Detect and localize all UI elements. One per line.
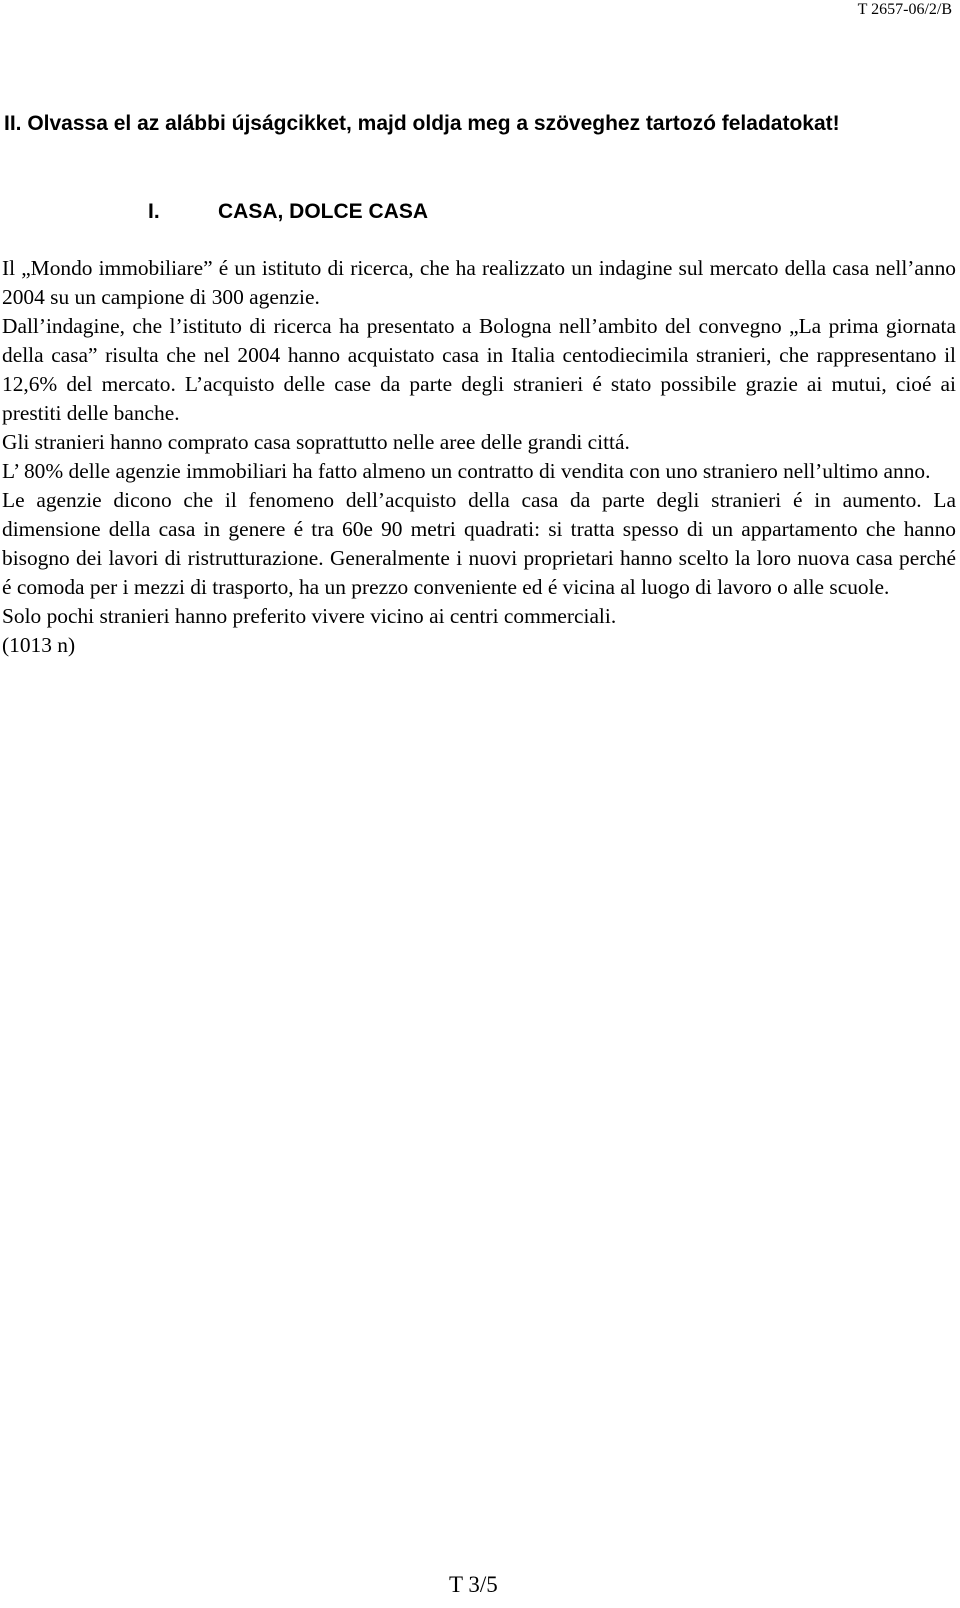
- article-paragraph: L’ 80% delle agenzie immobiliari ha fatto almeno un contratto di vendita con uno straniero nell’ultimo anno.: [2, 459, 931, 483]
- character-count: (1013 n): [2, 633, 76, 657]
- page-number: T 3/5: [449, 1572, 498, 1597]
- article-paragraph: Dall’indagine, che l’istituto di ricerca ha presentato a Bologna nell’ambito del convegno „La prima giornata della casa” risulta che nel 2004 hanno acquistato casa in Italia centodiecimila stranieri, che rappresentano il 12,6% del mercato. L’acquisto delle case da parte degli stranieri é stato possibile grazie ai mutui, cioé ai prestiti delle banche.: [2, 314, 956, 425]
- article-paragraph: Solo pochi stranieri hanno preferito vivere vicino ai centri commerciali.: [2, 604, 617, 628]
- article-body: [2, 254, 956, 660]
- document-code: T 2657-06/2/B: [857, 1, 952, 18]
- article-paragraph: Gli stranieri hanno comprato casa soprattutto nelle aree delle grandi cittá.: [2, 430, 630, 454]
- article-heading: [148, 199, 428, 225]
- article-title: CASA, DOLCE CASA: [218, 200, 429, 223]
- article-paragraph: Le agenzie dicono che il fenomeno dell’acquisto della casa da parte degli stranieri é in aumento. La dimensione della casa in genere é tra 60e 90 metri quadrati: si tratta spesso di un appartamento che hanno bisogno dei lavori di ristrutturazione. Generalmente i nuovi proprietari hanno scelto la loro nuova casa perché é comoda per i mezzi di trasporto, ha un prezzo conveniente ed é vicina al luogo di lavoro o alle scuole.: [2, 488, 956, 599]
- article-paragraph: Il „Mondo immobiliare” é un istituto di ricerca, che ha realizzato un indagine sul mercato della casa nell’anno 2004 su un campione di 300 agenzie.: [2, 256, 956, 309]
- task-instruction: II. Olvassa el az alábbi újságcikket, majd oldja meg a szöveghez tartozó feladatokat!: [4, 112, 840, 135]
- article-number: I.: [148, 200, 160, 223]
